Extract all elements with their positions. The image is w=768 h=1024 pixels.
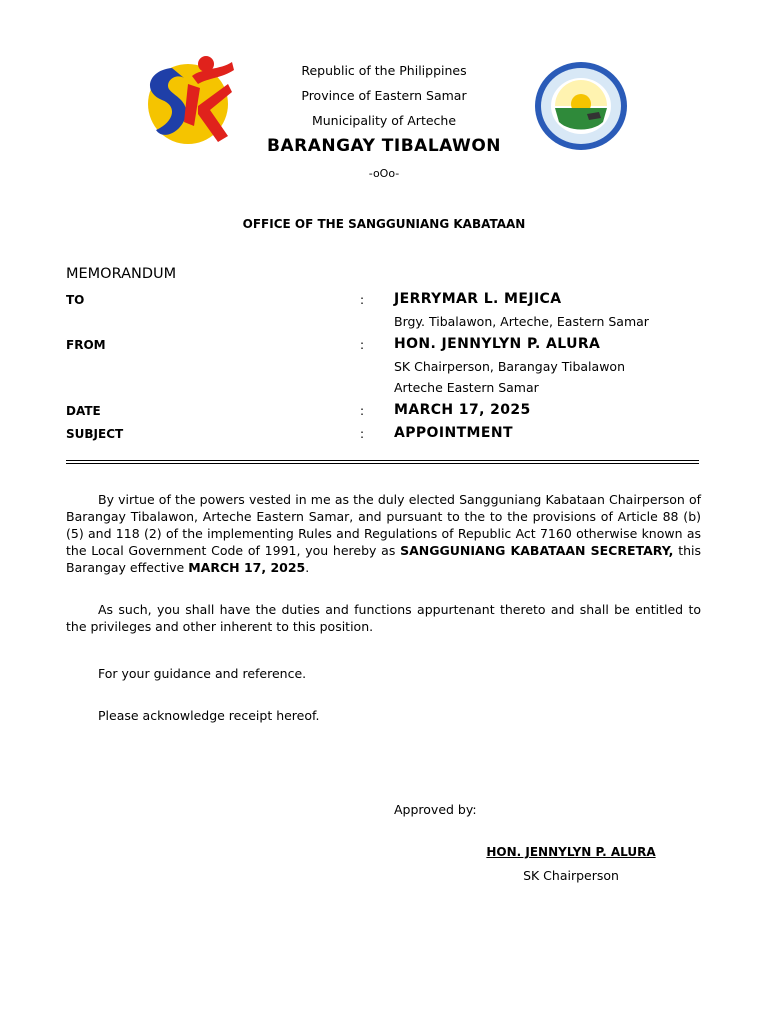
from-position: SK Chairperson, Barangay Tibalawon	[394, 359, 625, 374]
from-address: Arteche Eastern Samar	[394, 380, 539, 395]
p1-text: By virtue of the powers vested in me as the duly elected Sangguniang Kabataan Chairperson of Barangay Tibalawon, Arteche Eastern Samar, and pursuant to the to the provisions of Article 88 (b) (5) and 118 (2) of the implementing Rules and Regulations of Republic Act 7160 otherwise known as the Local Government Code of 1991, you hereby as	[66, 492, 701, 558]
header-municipality: Municipality of Arteche	[311, 113, 457, 128]
body-paragraph-3	[66, 665, 701, 682]
body-paragraph-1	[66, 491, 701, 576]
header-republic: Republic of the Philippines	[301, 63, 467, 78]
header-ornament: -oOo-	[368, 167, 400, 180]
p2-text: As such, you shall have the duties and functions appurtenant thereto and shall be entitled to the privileges and other inherent to this position.	[66, 602, 701, 634]
office-title: OFFICE OF THE SANGGUNIANG KABATAAN	[242, 217, 526, 231]
header-province: Province of Eastern Samar	[301, 88, 467, 103]
from-colon: :	[360, 338, 365, 352]
signatory-role: SK Chairperson	[523, 868, 619, 883]
approved-by-label: Approved by:	[394, 802, 477, 817]
separator-line-top	[66, 460, 699, 461]
to-name: JERRYMAR L. MEJICA	[394, 291, 562, 307]
header-barangay: BARANGAY TIBALAWON	[267, 136, 501, 156]
p4-text: Please acknowledge receipt hereof.	[98, 708, 320, 723]
p1-end: .	[305, 560, 310, 575]
p1-position: SANGGUNIANG KABATAAN SECRETARY,	[400, 543, 674, 558]
p3-text: For your guidance and reference.	[98, 666, 307, 681]
date-label: DATE	[66, 404, 101, 418]
signatory-name: HON. JENNYLYN P. ALURA	[486, 845, 656, 859]
separator-line-bottom	[66, 463, 699, 464]
date-colon: :	[360, 404, 365, 418]
body-paragraph-2	[66, 601, 701, 635]
subject-label: SUBJECT	[66, 427, 124, 441]
from-label: FROM	[66, 338, 106, 352]
p1-mid: this Barangay effective	[66, 543, 701, 575]
to-address: Brgy. Tibalawon, Arteche, Eastern Samar	[394, 314, 649, 329]
memo-title: MEMORANDUM	[66, 266, 177, 282]
to-colon: :	[360, 293, 365, 307]
subject-colon: :	[360, 427, 365, 441]
subject-value: APPOINTMENT	[394, 425, 513, 441]
date-value: MARCH 17, 2025	[394, 402, 531, 418]
body-paragraph-4	[66, 707, 701, 724]
from-name: HON. JENNYLYN P. ALURA	[394, 336, 601, 352]
to-label: TO	[66, 293, 85, 307]
p1-date: MARCH 17, 2025	[188, 560, 306, 575]
